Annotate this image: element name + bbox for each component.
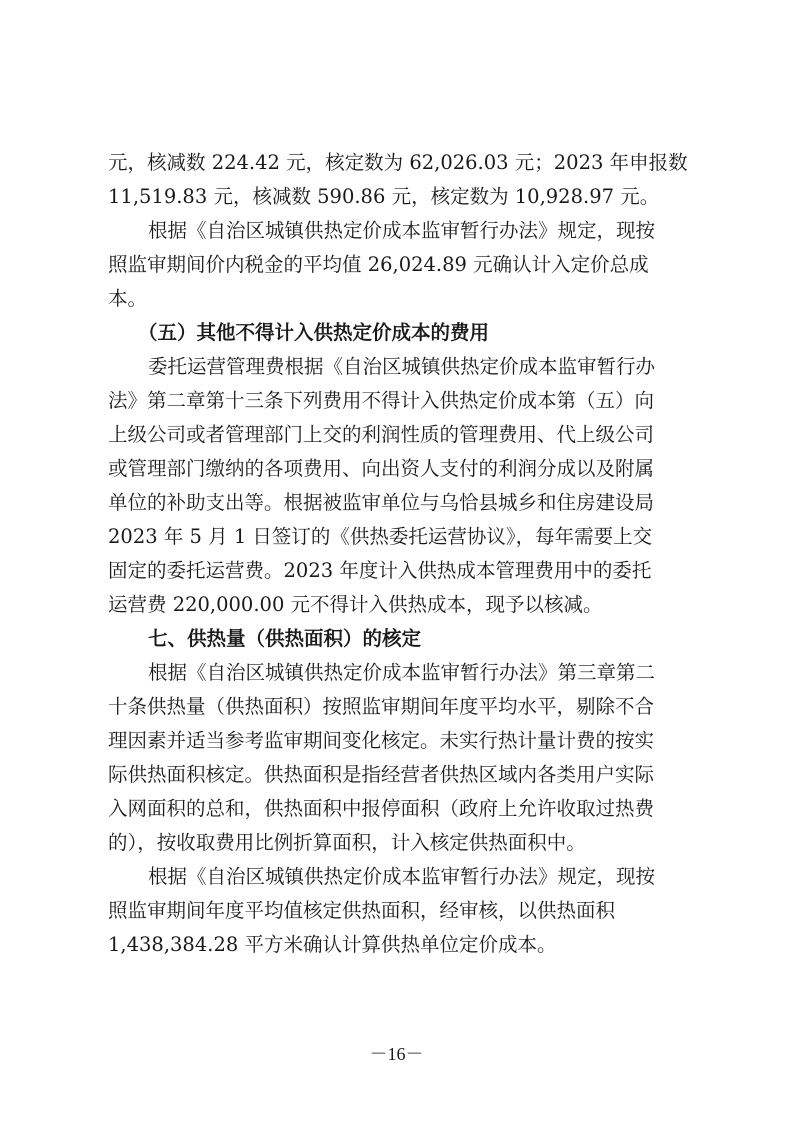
body-line xyxy=(0,792,793,826)
page-number: －16－ xyxy=(369,1044,424,1064)
text-run: 根据《自治区城镇供热定价成本监审暂行办法》规定，现按 xyxy=(148,865,656,888)
text-run: 11,519.83 元，核减数 590.86 元，核定数为 10,928.97 元。 xyxy=(108,185,660,208)
body-line xyxy=(0,384,793,418)
text-run: 单位的补助支出等。根据被监审单位与乌恰县城乡和住房建设局 xyxy=(108,491,655,514)
text-run: 1,438,384.28 平方米确认计算供热单位定价成本。 xyxy=(108,933,557,956)
body-line xyxy=(0,656,793,690)
body-line xyxy=(0,214,793,248)
text-run: 元，核减数 224.42 元，核定数为 62,026.03 元；2023 年申报数 xyxy=(108,151,688,174)
text-run: 运营费 220,000.00 元不得计入供热成本，现予以核减。 xyxy=(108,593,603,616)
body-line xyxy=(0,894,793,928)
text-run: 固定的委托运营费。2023 年度计入供热成本管理费用中的委托 xyxy=(108,559,652,582)
text-run: 的），按收取费用比例折算面积，计入核定供热面积中。 xyxy=(108,831,586,854)
text-run: 照监审期间价内税金的平均值 26,024.89 元确认计入定价总成 xyxy=(108,253,649,276)
body-line xyxy=(0,248,793,282)
text-run: 照监审期间年度平均值核定供热面积，经审核，以供热面积 xyxy=(108,899,616,922)
section-heading xyxy=(0,316,793,350)
section-heading xyxy=(0,622,793,656)
body-line xyxy=(0,690,793,724)
body-line xyxy=(0,418,793,452)
text-run: 十条供热量（供热面积）按照监审期间年度平均水平，剔除不合 xyxy=(108,695,655,718)
text-run: 际供热面积核定。供热面积是指经营者供热区域内各类用户实际 xyxy=(108,763,655,786)
body-line xyxy=(0,452,793,486)
body-line xyxy=(0,588,793,622)
body-line xyxy=(0,180,793,214)
text-run: 根据《自治区城镇供热定价成本监审暂行办法》规定，现按 xyxy=(148,219,656,242)
heading-text: （五）其他不得计入供热定价成本的费用 xyxy=(138,321,490,344)
body-line xyxy=(0,520,793,554)
text-run: 委托运营管理费根据《自治区城镇供热定价成本监审暂行办 xyxy=(148,355,656,378)
body-line xyxy=(0,486,793,520)
body-line xyxy=(0,758,793,792)
text-run: 理因素并适当参考监审期间变化核定。未实行热计量计费的按实 xyxy=(108,729,655,752)
heading-text: 七、供热量（供热面积）的核定 xyxy=(148,627,422,650)
body-line xyxy=(0,146,793,180)
text-run: 根据《自治区城镇供热定价成本监审暂行办法》第三章第二 xyxy=(148,661,656,684)
text-run: 入网面积的总和，供热面积中报停面积（政府上允许收取过热费 xyxy=(108,797,655,820)
body-line xyxy=(0,928,793,962)
body-line xyxy=(0,724,793,758)
text-run: 法》第二章第十三条下列费用不得计入供热定价成本第（五）向 xyxy=(108,389,655,412)
text-run: 或管理部门缴纳的各项费用、向出资人支付的利润分成以及附属 xyxy=(108,457,655,480)
body-line xyxy=(0,554,793,588)
text-run: 本。 xyxy=(108,287,148,310)
text-run: 上级公司或者管理部门上交的利润性质的管理费用、代上级公司 xyxy=(108,423,655,446)
text-run: 2023 年 5 月 1 日签订的《供热委托运营协议》，每年需要上交 xyxy=(108,525,653,548)
body-line xyxy=(0,860,793,894)
body-line xyxy=(0,826,793,860)
body-line xyxy=(0,282,793,316)
body-line xyxy=(0,350,793,384)
